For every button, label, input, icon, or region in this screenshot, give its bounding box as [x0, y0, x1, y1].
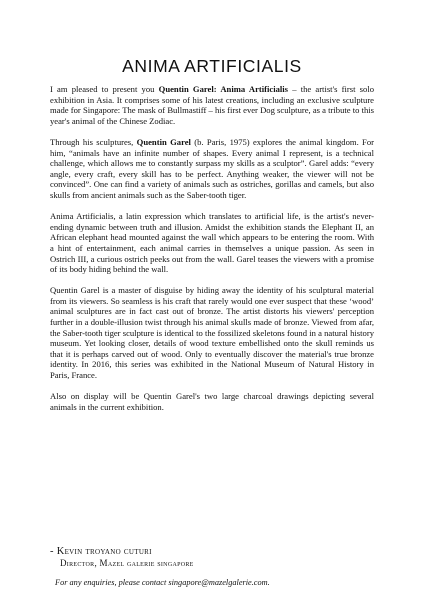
document-body [50, 84, 374, 412]
signature-name: - Kevin troyano cuturi [50, 546, 152, 557]
colon-bold: : [213, 84, 221, 94]
signature-block [50, 546, 380, 569]
sculptures-text-rest: (b. Paris, 1975) explores the animal kingdom. For him, “animals have an infinite number of shapes. Every animal I represent, is a technical challenge, which allows me to constantly surpass my skills as a sculptor”. Garel adds: “every angle, every craft, every skill has to be perfect. Anything weaker, the viewer will not be convinced”. One can find a variety of animals such as ostriches, gorillas and camels, but also skulls from ancient animals such as the Saber-tooth tiger. [50, 136, 374, 200]
paragraph-disguise: Quentin Garel is a master of disguise by hiding away the identity of his sculptural material from its viewers. So seamless is his craft that rarely would one ever suspect that these ‘wood’ animal sculptures are in fact cast out of bronze. The artist distorts his viewers' perception further in a double-illusion twist through his animal skulls made of bronze. Viewed from afar, the Saber-tooth tiger sculpture is identical to the fossilized skeletons found in a natural history museum. Yet looking closer, details of wood texture embellished onto the skull reminds us that it is perhaps carved out of wood. Only to eventually discover the material's true bronze identity. In 2016, this series was exhibited in the National Museum of Natural History in Paris, France. [50, 285, 374, 381]
page-title: ANIMA ARTIFICIALIS [122, 55, 302, 76]
intro-text: I am pleased to present you [50, 84, 159, 94]
artist-name-bold: Quentin Garel [158, 84, 214, 94]
paragraph-drawings: Also on display will be Quentin Garel's two large charcoal drawings depicting several animals in the current exhibition. [50, 391, 374, 412]
exhibition-title-bold: Anima Artificialis [220, 84, 289, 94]
signature-role: Director, Mazel galerie singapore [60, 558, 194, 568]
artist-name-bold: Quentin Garel [136, 136, 191, 147]
contact-footer: For any enquiries, please contact singapore@mazelgalerie.com. [55, 578, 270, 587]
sculptures-text: Through his sculptures, [50, 136, 137, 147]
paragraph-sculptures [50, 137, 374, 201]
paragraph-intro [50, 84, 374, 126]
intro-text-rest: – the artist's first solo exhibition in Asia. It comprises some of his latest creations, including an exclusive sculpture made for Singapore: The mask of Bullmastiff – his first ever Dog sculpture, as a tribute to this year's animal of the Chinese Zodiac. [50, 84, 374, 126]
paragraph-anima: Anima Artificialis, a latin expression which translates to artificial life, is the artist's never-ending dynamic between truth and illusion. Amidst the exhibition stands the Elephant II, an African elephant head mounted against the wall which appears to be entering the room. With a hint of entertainment, each animal carries in themselves a unique passion. As seen in Ostrich III, a curious ostrich peeks out from the wall. Garel teases the viewers with a promise of its body hiding behind the wall. [50, 211, 374, 275]
